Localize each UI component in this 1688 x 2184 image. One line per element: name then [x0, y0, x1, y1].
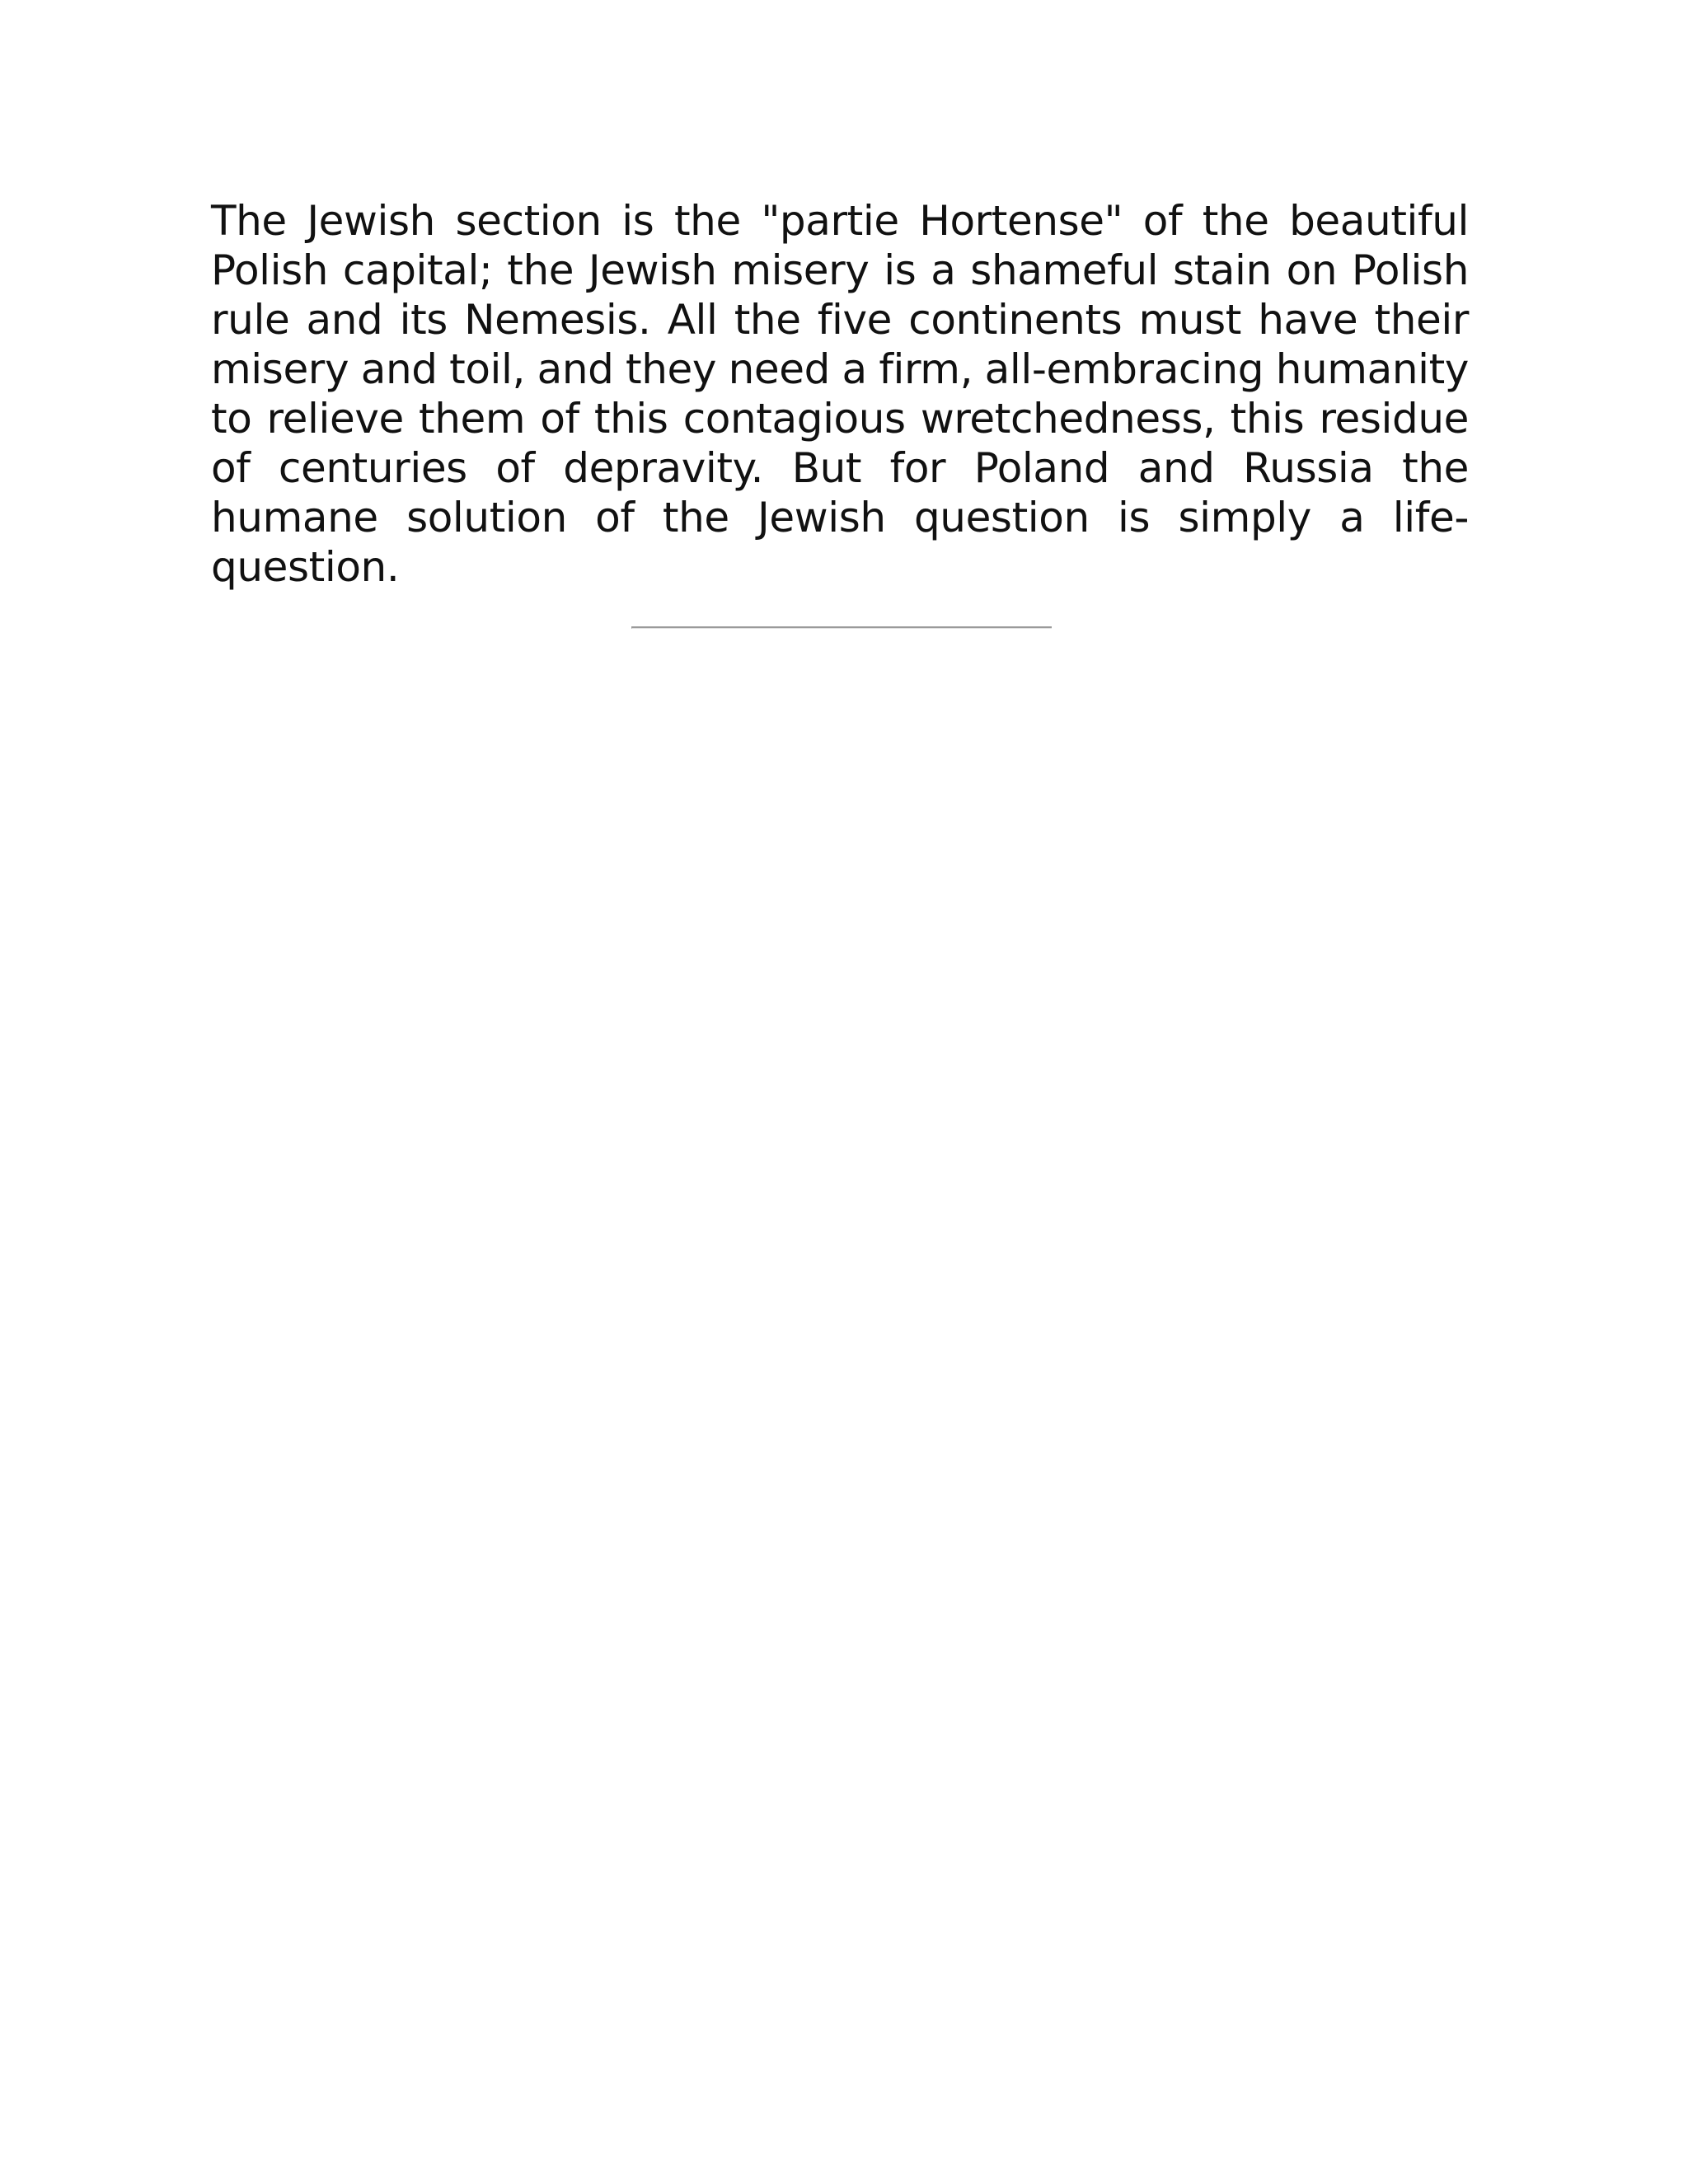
- body-paragraph: The Jewish section is the "partie Hortense" of the beautiful Polish capital; the Jewish misery is a shameful stain on Polish rule and its Nemesis. All the five continents must have their misery and toil, and they need a firm, all-embracing humanity to relieve them of this contagious wretchedness, this residue of centuries of depravity. But for Poland and Russia the humane solution of the Jewish question is simply a life-question.: [211, 197, 1469, 591]
- horizontal-rule: [631, 626, 1052, 629]
